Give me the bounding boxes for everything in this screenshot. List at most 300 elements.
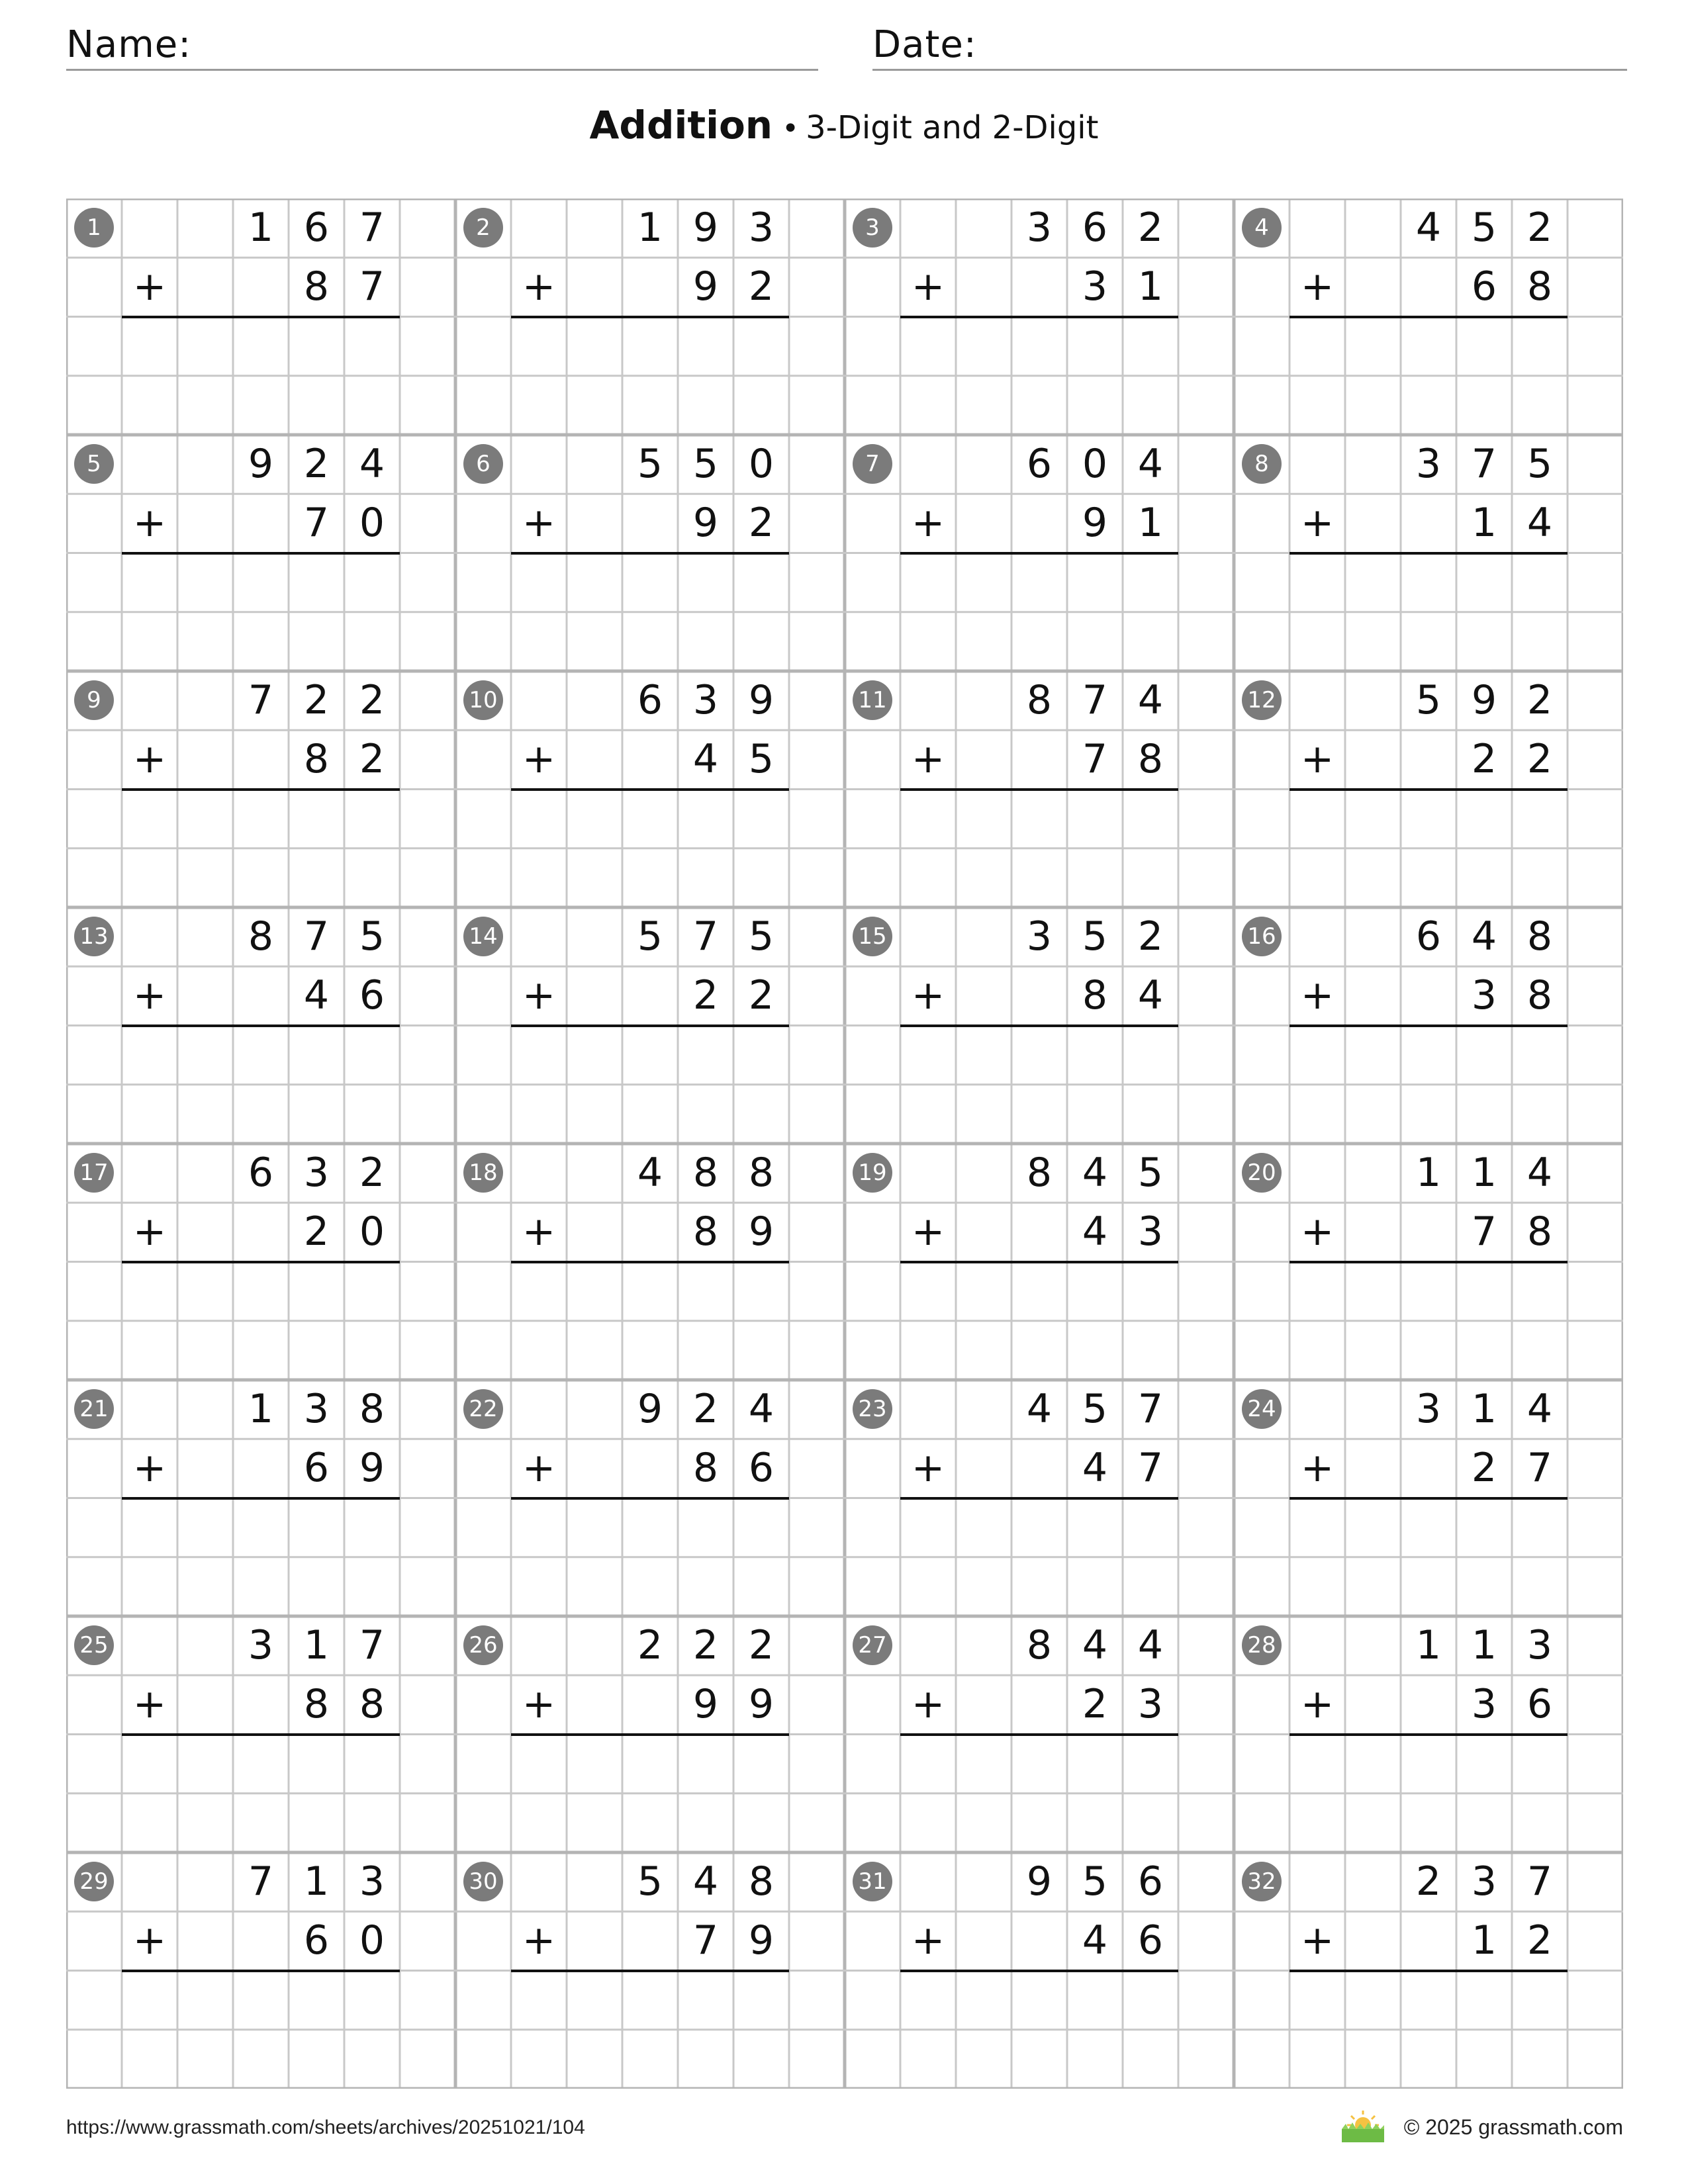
top-digit: 5: [692, 441, 719, 487]
top-digit: 8: [1026, 677, 1053, 723]
top-digit: 5: [1471, 205, 1497, 251]
plus-sign: +: [522, 736, 556, 783]
bottom-digit: 2: [1471, 1445, 1497, 1492]
bottom-digit: 6: [359, 972, 385, 1019]
problem-9: [66, 671, 455, 907]
plus-sign: +: [132, 500, 167, 547]
answer-line: [122, 1970, 400, 1972]
top-digit: 1: [637, 205, 663, 251]
bottom-digit: 9: [692, 263, 719, 310]
top-digit: 7: [303, 913, 330, 960]
answer-line: [511, 788, 789, 791]
top-digit: 4: [748, 1386, 774, 1432]
name-label: Name:: [66, 23, 192, 66]
bottom-digit: 3: [1471, 1681, 1497, 1728]
title-subtitle: 3-Digit and 2-Digit: [806, 109, 1099, 146]
plus-sign: +: [911, 1917, 945, 1964]
top-digit: 3: [748, 205, 774, 251]
problem-24: [1234, 1380, 1623, 1616]
top-digit: 2: [637, 1622, 663, 1668]
plus-sign: +: [132, 1681, 167, 1728]
bottom-digit: 2: [748, 263, 774, 310]
bottom-digit: 3: [1137, 1208, 1164, 1255]
problem-number-badge: 16: [1242, 917, 1282, 956]
problem-number-badge: 21: [74, 1389, 114, 1429]
top-digit: 6: [637, 677, 663, 723]
problem-3: [845, 199, 1234, 435]
bottom-digit: 2: [692, 972, 719, 1019]
plus-sign: +: [132, 972, 167, 1019]
top-digit: 7: [1082, 677, 1108, 723]
bottom-digit: 2: [359, 736, 385, 783]
problem-number-badge: 5: [74, 444, 114, 484]
problem-number-badge: 7: [853, 444, 892, 484]
bottom-digit: 6: [1471, 263, 1497, 310]
date-field[interactable]: [872, 24, 1627, 71]
bottom-digit: 8: [692, 1208, 719, 1255]
top-digit: 3: [1526, 1622, 1553, 1668]
bottom-digit: 4: [692, 736, 719, 783]
answer-line: [900, 1497, 1178, 1500]
plus-sign: +: [1300, 263, 1335, 310]
top-digit: 0: [748, 441, 774, 487]
answer-line: [1289, 552, 1568, 555]
bottom-digit: 2: [1526, 1917, 1553, 1964]
plus-sign: +: [1300, 1917, 1335, 1964]
top-digit: 5: [1082, 1386, 1108, 1432]
problem-31: [845, 1852, 1234, 2089]
top-digit: 4: [1526, 1386, 1553, 1432]
bottom-digit: 2: [303, 1208, 330, 1255]
top-digit: 3: [248, 1622, 274, 1668]
bottom-digit: 1: [1137, 500, 1164, 547]
problem-number-badge: 3: [853, 208, 892, 248]
plus-sign: +: [132, 263, 167, 310]
problem-32: [1234, 1852, 1623, 2089]
top-digit: 3: [359, 1858, 385, 1905]
top-digit: 9: [637, 1386, 663, 1432]
problem-number-badge: 22: [463, 1389, 503, 1429]
top-digit: 8: [692, 1150, 719, 1196]
bottom-digit: 7: [1137, 1445, 1164, 1492]
top-digit: 5: [637, 913, 663, 960]
plus-sign: +: [911, 736, 945, 783]
bottom-digit: 9: [748, 1917, 774, 1964]
answer-line: [122, 1261, 400, 1263]
answer-line: [122, 1497, 400, 1500]
plus-sign: +: [1300, 500, 1335, 547]
problem-13: [66, 907, 455, 1144]
answer-line: [122, 1024, 400, 1027]
problem-28: [1234, 1616, 1623, 1852]
bottom-digit: 7: [692, 1917, 719, 1964]
plus-sign: +: [1300, 1445, 1335, 1492]
bottom-digit: 6: [303, 1445, 330, 1492]
problem-19: [845, 1144, 1234, 1380]
top-digit: 0: [1082, 441, 1108, 487]
bottom-digit: 8: [692, 1445, 719, 1492]
plus-sign: +: [132, 1917, 167, 1964]
problem-number-badge: 26: [463, 1625, 503, 1665]
bottom-digit: 0: [359, 500, 385, 547]
footer-copyright: © 2025 grassmath.com: [1403, 2115, 1623, 2139]
answer-line: [122, 788, 400, 791]
bottom-digit: 8: [359, 1681, 385, 1728]
top-digit: 2: [1526, 677, 1553, 723]
answer-line: [1289, 1733, 1568, 1736]
plus-sign: +: [911, 1445, 945, 1492]
problem-number-badge: 25: [74, 1625, 114, 1665]
top-digit: 4: [1082, 1622, 1108, 1668]
answer-line: [1289, 1024, 1568, 1027]
bottom-digit: 7: [303, 500, 330, 547]
answer-line: [511, 552, 789, 555]
top-digit: 6: [1026, 441, 1053, 487]
answer-line: [122, 552, 400, 555]
answer-line: [1289, 1497, 1568, 1500]
answer-line: [1289, 316, 1568, 318]
problem-25: [66, 1616, 455, 1852]
problem-5: [66, 435, 455, 671]
bottom-digit: 4: [1526, 500, 1553, 547]
top-digit: 1: [1471, 1622, 1497, 1668]
top-digit: 4: [1415, 205, 1442, 251]
top-digit: 2: [359, 1150, 385, 1196]
answer-line: [900, 1024, 1178, 1027]
footer-brand: [1338, 2109, 1623, 2146]
top-digit: 3: [1026, 913, 1053, 960]
problem-number-badge: 30: [463, 1862, 503, 1901]
answer-line: [900, 1733, 1178, 1736]
top-digit: 1: [1471, 1386, 1497, 1432]
top-digit: 2: [1137, 913, 1164, 960]
problem-14: [455, 907, 845, 1144]
problem-number-badge: 18: [463, 1153, 503, 1193]
top-digit: 1: [1415, 1622, 1442, 1668]
answer-line: [122, 1733, 400, 1736]
top-digit: 1: [303, 1858, 330, 1905]
bottom-digit: 3: [1471, 972, 1497, 1019]
answer-line: [122, 316, 400, 318]
problem-number-badge: 4: [1242, 208, 1282, 248]
plus-sign: +: [522, 1445, 556, 1492]
bottom-digit: 9: [359, 1445, 385, 1492]
plus-sign: +: [1300, 1208, 1335, 1255]
plus-sign: +: [132, 1445, 167, 1492]
plus-sign: +: [522, 263, 556, 310]
problem-number-badge: 9: [74, 680, 114, 720]
problem-4: [1234, 199, 1623, 435]
problem-7: [845, 435, 1234, 671]
top-digit: 3: [1415, 1386, 1442, 1432]
top-digit: 3: [1415, 441, 1442, 487]
top-digit: 8: [748, 1858, 774, 1905]
plus-sign: +: [522, 500, 556, 547]
plus-sign: +: [1300, 1681, 1335, 1728]
top-digit: 6: [248, 1150, 274, 1196]
answer-line: [511, 1261, 789, 1263]
problem-number-badge: 31: [853, 1862, 892, 1901]
top-digit: 3: [303, 1386, 330, 1432]
worksheet-title: [0, 103, 1688, 148]
bottom-digit: 8: [303, 736, 330, 783]
answer-line: [1289, 1970, 1568, 1972]
bottom-digit: 5: [748, 736, 774, 783]
problem-number-badge: 24: [1242, 1389, 1282, 1429]
plus-sign: +: [132, 1208, 167, 1255]
top-digit: 4: [637, 1150, 663, 1196]
plus-sign: +: [1300, 736, 1335, 783]
problem-number-badge: 27: [853, 1625, 892, 1665]
top-digit: 5: [1526, 441, 1553, 487]
grass-sun-logo-icon: [1338, 2108, 1388, 2146]
bottom-digit: 8: [303, 1681, 330, 1728]
top-digit: 9: [1026, 1858, 1053, 1905]
top-digit: 8: [359, 1386, 385, 1432]
top-digit: 8: [748, 1150, 774, 1196]
problem-21: [66, 1380, 455, 1616]
bottom-digit: 8: [303, 263, 330, 310]
bottom-digit: 1: [1137, 263, 1164, 310]
top-digit: 8: [1526, 913, 1553, 960]
top-digit: 7: [1137, 1386, 1164, 1432]
problem-number-badge: 11: [853, 680, 892, 720]
bottom-digit: 9: [1082, 500, 1108, 547]
top-digit: 4: [1082, 1150, 1108, 1196]
problem-number-badge: 10: [463, 680, 503, 720]
answer-line: [900, 788, 1178, 791]
bottom-digit: 7: [1471, 1208, 1497, 1255]
top-digit: 6: [303, 205, 330, 251]
top-digit: 7: [248, 677, 274, 723]
top-digit: 4: [1471, 913, 1497, 960]
top-digit: 7: [1471, 441, 1497, 487]
bottom-digit: 1: [1471, 500, 1497, 547]
bottom-digit: 8: [1137, 736, 1164, 783]
top-digit: 5: [1082, 1858, 1108, 1905]
top-digit: 4: [359, 441, 385, 487]
problem-number-badge: 1: [74, 208, 114, 248]
problem-11: [845, 671, 1234, 907]
bottom-digit: 7: [359, 263, 385, 310]
problem-number-badge: 19: [853, 1153, 892, 1193]
top-digit: 4: [1526, 1150, 1553, 1196]
problem-22: [455, 1380, 845, 1616]
top-digit: 3: [1471, 1858, 1497, 1905]
bottom-digit: 6: [748, 1445, 774, 1492]
name-field[interactable]: [66, 24, 818, 71]
top-digit: 9: [692, 205, 719, 251]
problem-number-badge: 23: [853, 1389, 892, 1429]
answer-line: [511, 316, 789, 318]
top-digit: 7: [692, 913, 719, 960]
plus-sign: +: [132, 736, 167, 783]
problem-1: [66, 199, 455, 435]
bottom-digit: 8: [1526, 1208, 1553, 1255]
bottom-digit: 9: [692, 1681, 719, 1728]
problem-number-badge: 28: [1242, 1625, 1282, 1665]
plus-sign: +: [911, 972, 945, 1019]
top-digit: 1: [1471, 1150, 1497, 1196]
top-digit: 8: [248, 913, 274, 960]
bottom-digit: 9: [692, 500, 719, 547]
problem-20: [1234, 1144, 1623, 1380]
plus-sign: +: [911, 1681, 945, 1728]
top-digit: 2: [748, 1622, 774, 1668]
bottom-digit: 2: [748, 972, 774, 1019]
top-digit: 4: [1026, 1386, 1053, 1432]
bottom-digit: 3: [1082, 263, 1108, 310]
top-digit: 2: [692, 1622, 719, 1668]
problem-8: [1234, 435, 1623, 671]
problem-number-badge: 6: [463, 444, 503, 484]
answer-line: [900, 1970, 1178, 1972]
top-digit: 7: [248, 1858, 274, 1905]
plus-sign: +: [911, 1208, 945, 1255]
bottom-digit: 2: [1471, 736, 1497, 783]
bottom-digit: 2: [748, 500, 774, 547]
top-digit: 1: [248, 205, 274, 251]
problem-18: [455, 1144, 845, 1380]
title-main: Addition: [589, 103, 773, 148]
top-digit: 1: [248, 1386, 274, 1432]
top-digit: 8: [1026, 1150, 1053, 1196]
problem-2: [455, 199, 845, 435]
bottom-digit: 9: [748, 1208, 774, 1255]
bottom-digit: 4: [1082, 1445, 1108, 1492]
bottom-digit: 8: [1526, 972, 1553, 1019]
bottom-digit: 6: [1137, 1917, 1164, 1964]
answer-line: [1289, 1261, 1568, 1263]
top-digit: 7: [1526, 1858, 1553, 1905]
top-digit: 2: [1137, 205, 1164, 251]
top-digit: 5: [1137, 1150, 1164, 1196]
plus-sign: +: [522, 1681, 556, 1728]
problem-number-badge: 2: [463, 208, 503, 248]
top-digit: 2: [692, 1386, 719, 1432]
problem-29: [66, 1852, 455, 2089]
top-digit: 2: [1526, 205, 1553, 251]
plus-sign: +: [522, 1917, 556, 1964]
top-digit: 6: [1137, 1858, 1164, 1905]
problem-12: [1234, 671, 1623, 907]
answer-line: [511, 1970, 789, 1972]
problem-number-badge: 15: [853, 917, 892, 956]
bottom-digit: 1: [1471, 1917, 1497, 1964]
bottom-digit: 4: [1082, 1208, 1108, 1255]
top-digit: 4: [1137, 1622, 1164, 1668]
bottom-digit: 2: [1526, 736, 1553, 783]
problem-number-badge: 32: [1242, 1862, 1282, 1901]
top-digit: 5: [637, 441, 663, 487]
problem-number-badge: 14: [463, 917, 503, 956]
bottom-digit: 2: [1082, 1681, 1108, 1728]
top-digit: 9: [748, 677, 774, 723]
top-digit: 7: [359, 205, 385, 251]
top-digit: 1: [303, 1622, 330, 1668]
problem-6: [455, 435, 845, 671]
top-digit: 2: [303, 441, 330, 487]
problem-grid: [66, 199, 1623, 2089]
plus-sign: +: [911, 263, 945, 310]
problem-number-badge: 8: [1242, 444, 1282, 484]
problem-number-badge: 29: [74, 1862, 114, 1901]
plus-sign: +: [522, 1208, 556, 1255]
problem-number-badge: 13: [74, 917, 114, 956]
bottom-digit: 4: [303, 972, 330, 1019]
bottom-digit: 4: [1137, 972, 1164, 1019]
answer-line: [511, 1733, 789, 1736]
bottom-digit: 8: [1082, 972, 1108, 1019]
top-digit: 5: [637, 1858, 663, 1905]
top-digit: 9: [1471, 677, 1497, 723]
problem-27: [845, 1616, 1234, 1852]
problem-16: [1234, 907, 1623, 1144]
top-digit: 9: [248, 441, 274, 487]
bottom-digit: 0: [359, 1208, 385, 1255]
top-digit: 3: [692, 677, 719, 723]
bottom-digit: 6: [1526, 1681, 1553, 1728]
footer-url[interactable]: https://www.grassmath.com/sheets/archives/20251021/104: [66, 2116, 585, 2138]
problem-number-badge: 12: [1242, 680, 1282, 720]
top-digit: 4: [692, 1858, 719, 1905]
bottom-digit: 6: [303, 1917, 330, 1964]
answer-line: [900, 1261, 1178, 1263]
plus-sign: +: [522, 972, 556, 1019]
problem-23: [845, 1380, 1234, 1616]
top-digit: 6: [1415, 913, 1442, 960]
plus-sign: +: [911, 500, 945, 547]
bottom-digit: 9: [748, 1681, 774, 1728]
problem-15: [845, 907, 1234, 1144]
problem-number-badge: 17: [74, 1153, 114, 1193]
top-digit: 5: [1082, 913, 1108, 960]
answer-line: [511, 1497, 789, 1500]
date-label: Date:: [872, 23, 977, 66]
top-digit: 5: [1415, 677, 1442, 723]
bottom-digit: 7: [1082, 736, 1108, 783]
answer-line: [900, 316, 1178, 318]
problem-17: [66, 1144, 455, 1380]
answer-line: [900, 552, 1178, 555]
top-digit: 5: [748, 913, 774, 960]
top-digit: 6: [1082, 205, 1108, 251]
title-separator: •: [782, 112, 800, 146]
bottom-digit: 3: [1137, 1681, 1164, 1728]
top-digit: 2: [1415, 1858, 1442, 1905]
bottom-digit: 0: [359, 1917, 385, 1964]
bottom-digit: 7: [1526, 1445, 1553, 1492]
problem-30: [455, 1852, 845, 2089]
top-digit: 2: [303, 677, 330, 723]
top-digit: 2: [359, 677, 385, 723]
answer-line: [1289, 788, 1568, 791]
top-digit: 8: [1026, 1622, 1053, 1668]
top-digit: 4: [1137, 677, 1164, 723]
answer-line: [511, 1024, 789, 1027]
problem-number-badge: 20: [1242, 1153, 1282, 1193]
plus-sign: +: [1300, 972, 1335, 1019]
top-digit: 7: [359, 1622, 385, 1668]
top-digit: 4: [1137, 441, 1164, 487]
top-digit: 3: [1026, 205, 1053, 251]
problem-26: [455, 1616, 845, 1852]
top-digit: 3: [303, 1150, 330, 1196]
top-digit: 1: [1415, 1150, 1442, 1196]
bottom-digit: 4: [1082, 1917, 1108, 1964]
problem-10: [455, 671, 845, 907]
top-digit: 5: [359, 913, 385, 960]
